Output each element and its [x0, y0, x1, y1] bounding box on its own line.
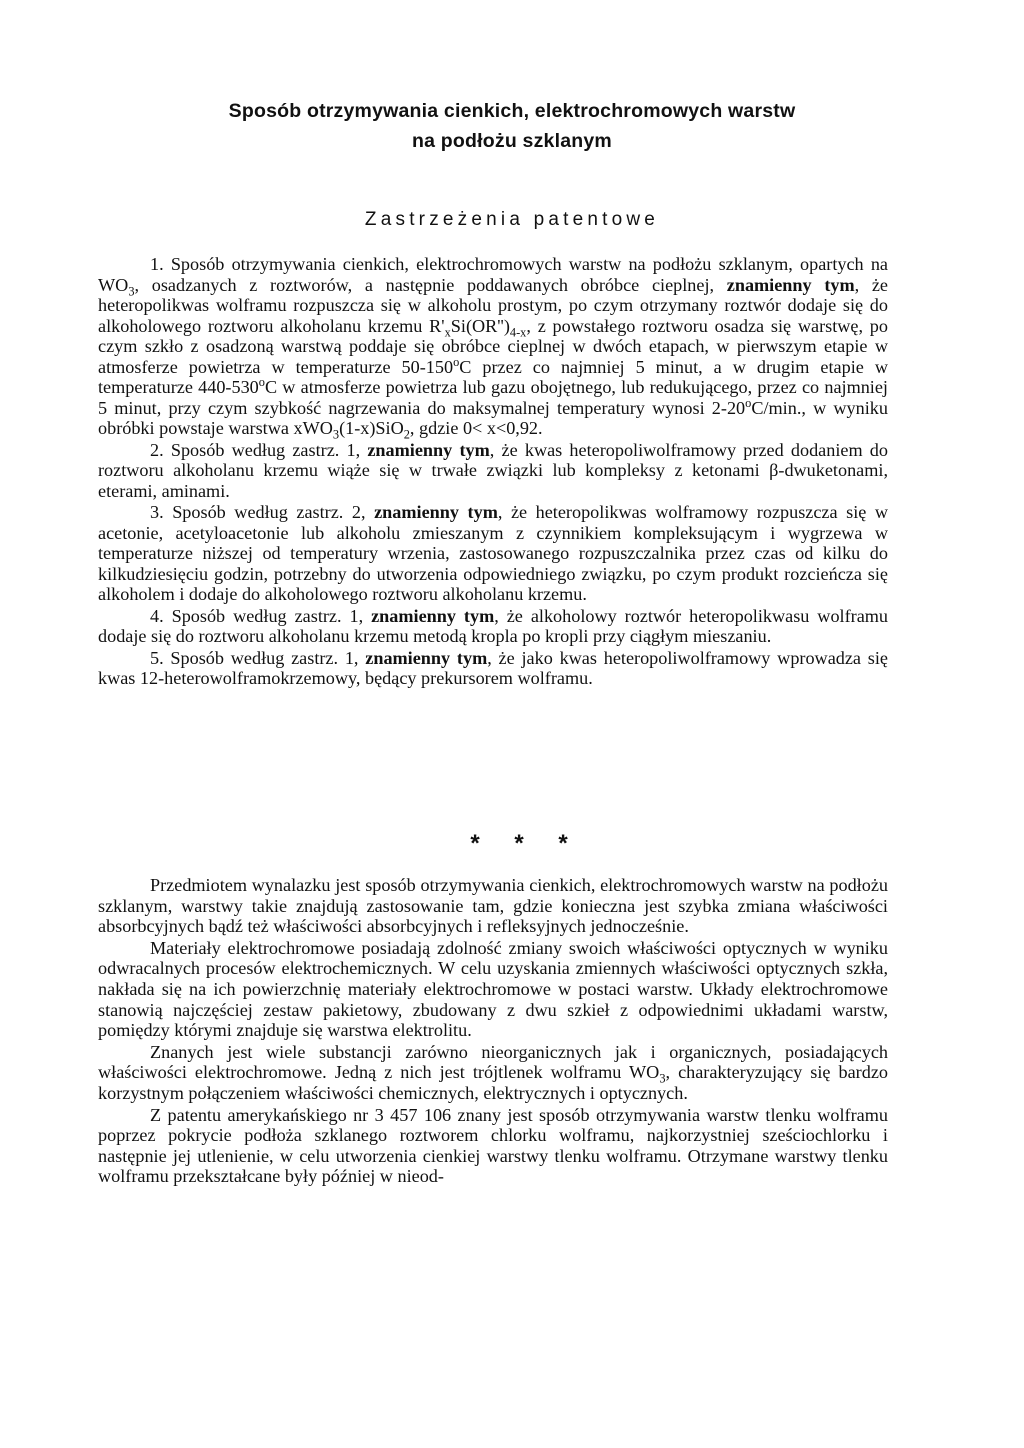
claim-4: 4. Sposób według zastrz. 1, znamienny tym, że alkoholowy roztwór heteropolikwasu wolframu dodaje się do roztworu alkoholanu krzemu metodą kropla po kropli przy ciągłym mieszaniu.	[98, 605, 889, 646]
claim-1-characterizing-phrase: znamienny tym	[726, 274, 855, 295]
description-paragraph: Przedmiotem wynalazku jest sposób otrzymywania cienkich, elektrochromowych warstw na podłożu szklanym, warstwy takie znajdują zastosowanie tam, gdzie konieczna jest szybka zmiana właściwości absorbcyjnych bądź też właściwości absorbcyjnych i refleksyjnych jednocześnie.	[98, 875, 888, 937]
claim-5: 5. Sposób według zastrz. 1, znamienny tym, że jako kwas heteropoliwolframowy wprowadza się kwas 12-heterowolframokrzemowy, będący prekursorem wolframu.	[98, 647, 888, 688]
claim-5-characterizing-phrase: znamienny tym	[365, 647, 488, 668]
section-separator: * * *	[470, 830, 582, 857]
document-title	[0, 96, 1024, 156]
description-paragraph: Materiały elektrochromowe posiadają zdolność zmiany swoich właściwości optycznych w wyniku odwracalnych procesów elektrochemicznych. W celu uzyskania zmiennych właściwości optycznych szkła, nakłada się na ich powierzchnię materiały elektrochromowe w postaci warstw. Układy elektrochromowe stanowią najczęściej zestaw pakietowy, zbudowany z dwu szkieł z odpowiednimi układami warstw, pomiędzy którymi znajduje się warstwa elektrolitu.	[98, 937, 888, 1041]
claim-3-characterizing-phrase: znamienny tym	[374, 502, 498, 522]
description-paragraph: Znanych jest wiele substancji zarówno nieorganicznych jak i organicznych, posiadających właściwości elektrochromowe. Jedną z nich jest trójtlenek wolframu $WO_3$, charakteryzujący się bardzo korzystnym połączeniem właściwości chemicznych, elektrycznych i optycznych.	[98, 1041, 888, 1103]
description-paragraph: Z patentu amerykańskiego nr 3 457 106 znany jest sposób otrzymywania warstw tlenku wolframu poprzez pokrycie podłoża szklanego roztworem chlorku wolframu, najkorzystniej sześciochlorku i następnie jej utlenienie, w celu utworzenia cienkiej warstwy tlenku wolframu. Otrzymane warstwy tlenku wolframu przekształcane były później w nieod-	[98, 1104, 888, 1187]
claim-2: 2. Sposób według zastrz. 1, znamienny tym, że kwas heteropoliwolframowy przed dodaniem do roztworu alkoholanu krzemu wiąże się w trwałe związki lub kompleksy z ketonami β-dwuketonami, eterami, aminami.	[98, 439, 888, 501]
title-line-2: na podłożu szklanym	[412, 130, 612, 152]
claim-4-characterizing-phrase: znamienny tym	[371, 605, 495, 626]
claims-heading: Zastrzeżenia patentowe	[364, 209, 660, 230]
description-section	[98, 875, 888, 1187]
claims-section	[98, 254, 888, 689]
claim-2-characterizing-phrase: znamienny tym	[367, 439, 490, 460]
claim-1: 1. Sposób otrzymywania cienkich, elektrochromowych warstw na podłożu szklanym, opartych na $WO_3$, osadzanych z roztworów, a następnie poddawanych obróbce cieplnej, znamienny tym, że heteropolikwas wolframu rozpuszcza się w alkoholu prostym, po czym otrzymany roztwór dodaje się do alkoholowego roztworu alkoholanu krzemu $R'_xSi(OR'')_{4-x}$, z powstałego roztworu osadza się warstwę, po czym szkło z osadzoną warstwą poddaje się obróbce cieplnej w dwóch etapach, w pierwszym etapie w atmosferze powietrza w temperaturze 50-150$^o$C przez co najmniej 5 minut, a w drugim etapie w temperaturze 440-530$^o$C w atmosferze powietrza lub gazu obojętnego, lub redukującego, przez co najmniej 5 minut, przy czym szybkość nagrzewania do maksymalnej temperatury wynosi 2-20$^o$C/min., w wyniku obróbki powstaje warstwa xWO$_3$(1-x)SiO$_2$, gdzie 0< x<0,92.	[98, 254, 889, 442]
claim-3: 3. Sposób według zastrz. 2, znamienny tym, że heteropolikwas wolframowy rozpuszcza się w acetonie, acetyloacetonie lub alkoholu zmieszanym z czynnikiem kompleksującym i wygrzewa w temperaturze niższej od temperatury wrzenia, zastosowanego rozpuszczalnika przez czas od kilku do kilkudziesięciu godzin, potrzebny do utworzenia odpowiedniego związku, po czym produkt rozcieńcza się alkoholem i dodaje do alkoholowego roztworu alkoholanu krzemu.	[98, 502, 889, 604]
title-line-1: Sposób otrzymywania cienkich, elektrochromowych warstw	[228, 100, 796, 122]
